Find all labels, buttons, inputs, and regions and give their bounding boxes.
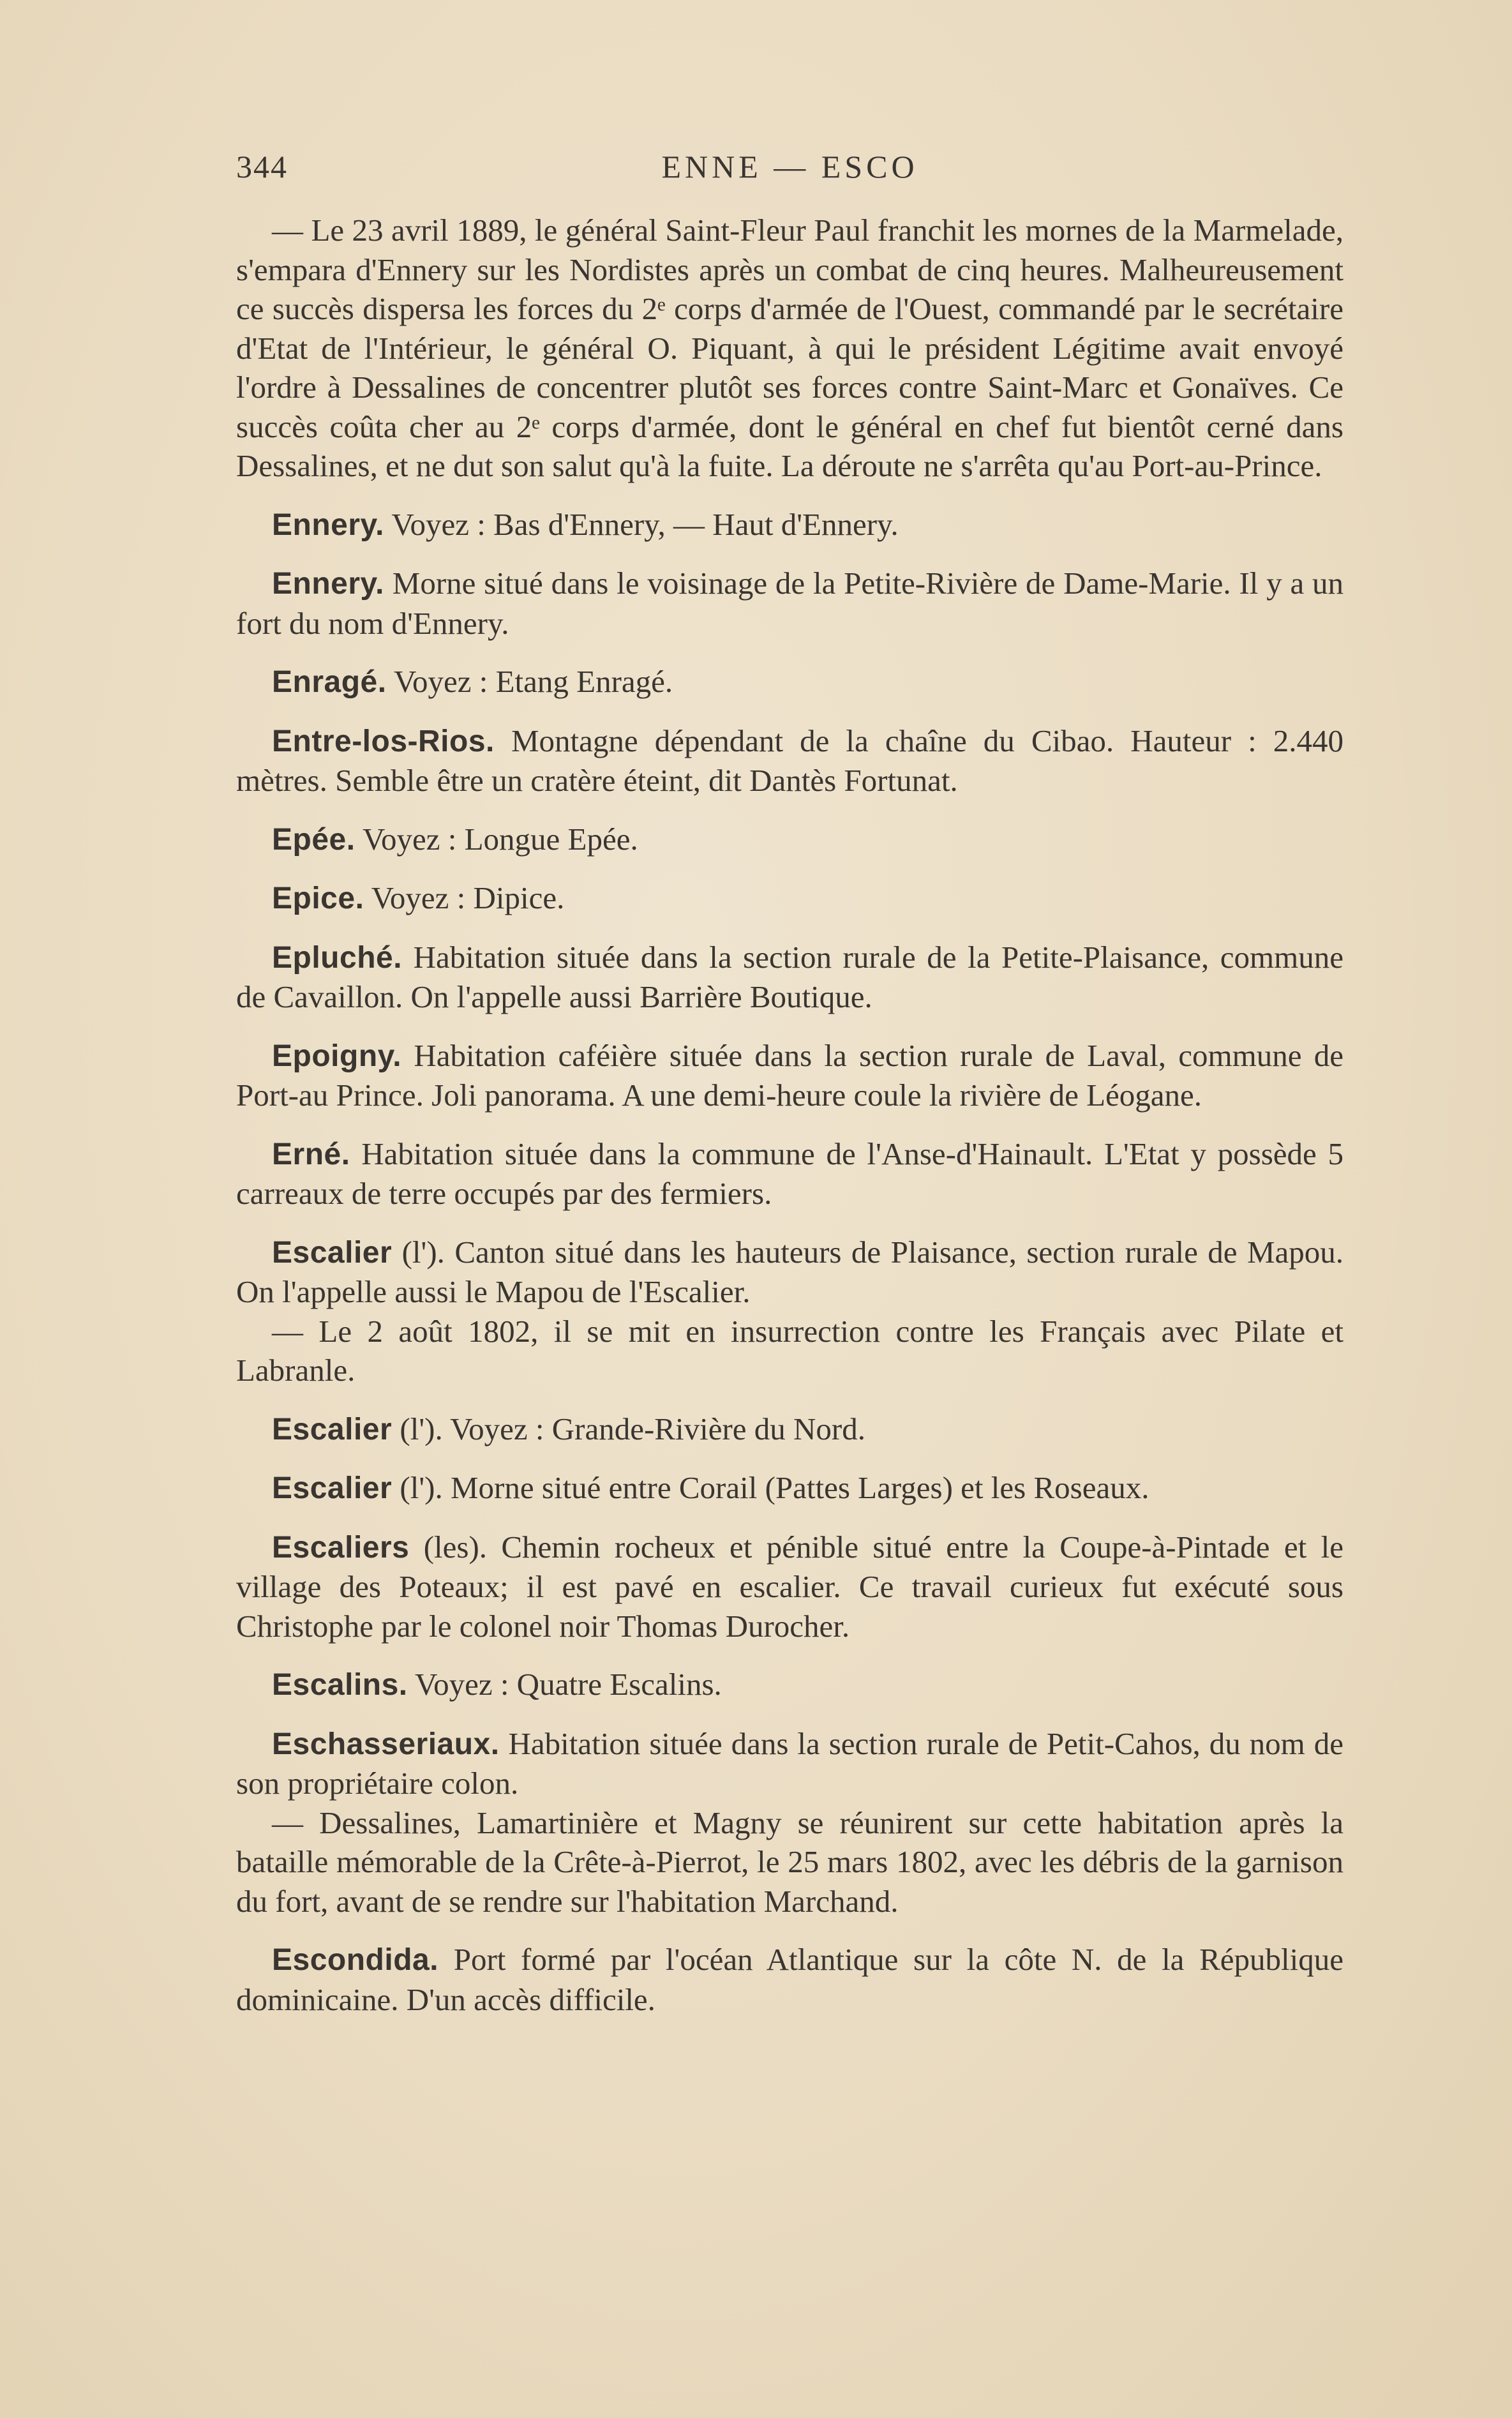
entry-body: Voyez : Dipice. <box>371 880 565 915</box>
entry-term: Ennery. <box>272 567 384 601</box>
entry-escalier-2 <box>236 1409 1344 1450</box>
page-number: 344 <box>236 149 288 184</box>
entry-epoigny <box>236 1036 1344 1115</box>
entry-enrage <box>236 662 1344 702</box>
entry-continuation <box>236 211 1344 486</box>
entry-entre-los-rios <box>236 721 1344 800</box>
entry-body: — Le 23 avril 1889, le général Saint-Fleur Paul franchit les mornes de la Marmelade, s'empara d'Ennery sur les Nordistes après un combat de cinq heures. Malheureusement ce succès dispersa les forces du 2ᵉ corps d'armée de l'Ouest, commandé par le secrétaire d'Etat de l'Intérieur, le général O. Piquant, à qui le président Légitime avait envoyé l'ordre à Dessalines de concentrer plutôt ses forces contre Saint-Marc et Gonaïves. Ce succès coûta cher au 2ᵉ corps d'armée, dont le général en chef fut bientôt cerné dans Dessalines, et ne dut son salut qu'à la fuite. La déroute ne s'arrêta qu'au Port-au-Prince. <box>236 213 1344 483</box>
entry-eschasseriaux <box>236 1724 1344 1921</box>
entry-term: Escalier <box>272 1412 393 1446</box>
entry-term: Epoigny. <box>272 1039 402 1073</box>
entry-escaliers <box>236 1528 1344 1646</box>
entry-body: (les). Chemin rocheux et pénible situé entre la Coupe-à-Pintade et le village des Poteaux; il est pavé en escalier. Ce travail curieux fut exécuté sous Christophe par le colonel noir Thomas Durocher. <box>236 1529 1344 1644</box>
entry-term: Escondida. <box>272 1943 439 1977</box>
entry-term: Escalier <box>272 1471 393 1505</box>
entry-epee <box>236 820 1344 860</box>
entry-escondida <box>236 1940 1344 2019</box>
entry-epluche <box>236 938 1344 1017</box>
entry-escalins <box>236 1665 1344 1705</box>
entry-body: Voyez : Etang Enragé. <box>393 664 673 699</box>
entry-term: Entre-los-Rios. <box>272 724 495 758</box>
entry-body: Voyez : Quatre Escalins. <box>415 1667 722 1702</box>
entry-body: Habitation située dans la section rurale de Petit-Cahos, du nom de son propriétaire colon. <box>236 1725 1344 1801</box>
entry-term: Epée. <box>272 822 356 857</box>
entry-term: Escaliers <box>272 1530 410 1565</box>
entry-body: Port formé par l'océan Atlantique sur la côte N. de la République dominicaine. D'un accès difficile. <box>236 1942 1344 2017</box>
entry-term: Escalier <box>272 1235 393 1270</box>
entry-ennery-1 <box>236 505 1344 545</box>
entry-body: Voyez : Longue Epée. <box>362 821 638 857</box>
entry-body: (l'). Canton situé dans les hauteurs de Plaisance, section rurale de Mapou. On l'appelle aussi le Mapou de l'Escalier. <box>236 1234 1344 1309</box>
entry-term: Eschasseriaux. <box>272 1727 500 1761</box>
entry-term: Escalins. <box>272 1668 408 1702</box>
entry-body: Habitation caféière située dans la section rurale de Laval, commune de Port-au Prince. Joli panorama. A une demi-heure coule la rivière de Léogane. <box>236 1037 1344 1113</box>
entry-body: Morne situé dans le voisinage de la Petite-Rivière de Dame-Marie. Il y a un fort du nom d'Ennery. <box>236 566 1344 641</box>
entry-escalier-1 <box>236 1233 1344 1390</box>
entry-erne <box>236 1134 1344 1213</box>
entry-term: Enragé. <box>272 665 387 699</box>
running-title: ENNE — ESCO <box>661 149 918 184</box>
entry-continuation-paragraph: — Dessalines, Lamartinière et Magny se réunirent sur cette habitation après la bataille mémorable de la Crête-à-Pierrot, le 25 mars 1802, avec les débris de la garnison du fort, avant de se rendre sur l'habitation Marchand. <box>236 1805 1344 1919</box>
page-header <box>236 148 1344 193</box>
entry-term: Epluché. <box>272 940 403 975</box>
entry-continuation-paragraph: — Le 2 août 1802, il se mit en insurrection contre les Français avec Pilate et Labranle. <box>236 1313 1344 1388</box>
entry-term: Erné. <box>272 1137 350 1171</box>
entry-ennery-2 <box>236 564 1344 643</box>
entry-body: (l'). Voyez : Grande-Rivière du Nord. <box>400 1411 865 1446</box>
entry-term: Ennery. <box>272 507 384 542</box>
entry-body: Habitation située dans la commune de l'Anse-d'Hainault. L'Etat y possède 5 carreaux de terre occupés par des fermiers. <box>236 1136 1344 1211</box>
entry-body: Montagne dépendant de la chaîne du Cibao. Hauteur : 2.440 mètres. Semble être un cratère éteint, dit Dantès Fortunat. <box>236 723 1344 798</box>
entry-body: Habitation située dans la section rurale de la Petite-Plaisance, commune de Cavaillon. On l'appelle aussi Barrière Boutique. <box>236 939 1344 1014</box>
dictionary-entries <box>236 211 1344 2038</box>
entry-escalier-3 <box>236 1468 1344 1508</box>
entry-body: (l'). Morne situé entre Corail (Pattes Larges) et les Roseaux. <box>400 1470 1149 1505</box>
entry-term: Epice. <box>272 882 364 915</box>
entry-body: Voyez : Bas d'Ennery, — Haut d'Ennery. <box>391 506 899 542</box>
entry-epice <box>236 878 1344 919</box>
